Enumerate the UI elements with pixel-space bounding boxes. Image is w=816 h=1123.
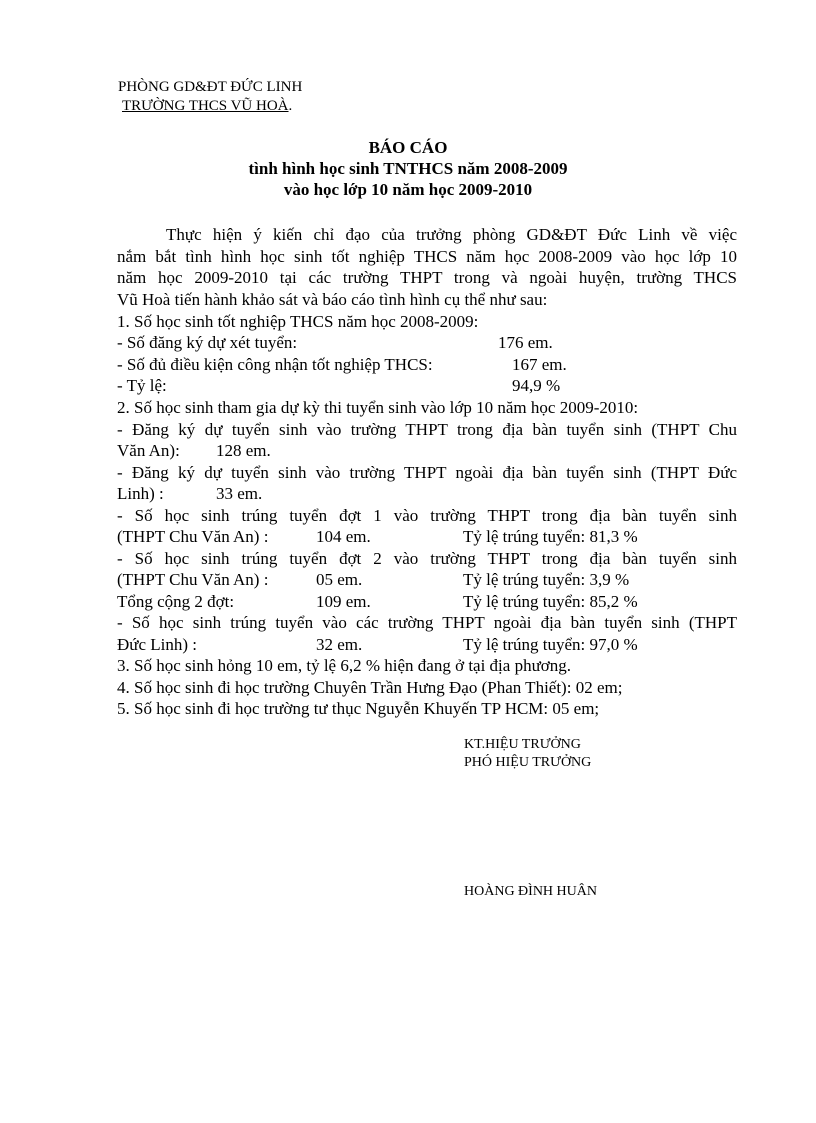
reg-in-line-1: - Đăng ký dự tuyển sinh vào trường THPT trong địa bàn tuyển sinh (THPT Chu — [117, 420, 737, 439]
report-subtitle-1: tình hình học sinh TNTHCS năm 2008-2009 — [248, 159, 568, 178]
reg-in-line-2: Văn An): — [117, 441, 180, 460]
round2-line-1: - Số học sinh trúng tuyển đợt 2 vào trường THPT trong địa bàn tuyển sinh — [117, 549, 737, 568]
reg-in-value: 128 em. — [216, 441, 271, 460]
signature-role-2: PHÓ HIỆU TRƯỞNG — [464, 755, 592, 770]
round1-line-1: - Số học sinh trúng tuyển đợt 1 vào trường THPT trong địa bàn tuyển sinh — [117, 506, 737, 525]
round1-rate: Tỷ lệ trúng tuyển: 81,3 % — [463, 527, 638, 546]
section-4: 4. Số học sinh đi học trường Chuyên Trần Hưng Đạo (Phan Thiết): 02 em; — [117, 678, 623, 697]
intro-line-4: Vũ Hoà tiến hành khảo sát và báo cáo tình hình cụ thể như sau: — [117, 290, 548, 309]
s1-row-value: 94,9 % — [512, 376, 561, 395]
reg-out-line-1: - Đăng ký dự tuyển sinh vào trường THPT ngoài địa bàn tuyển sinh (THPT Đức — [117, 463, 737, 482]
s1-row-label: - Số đăng ký dự xét tuyển: — [117, 333, 298, 352]
round2-rate: Tỷ lệ trúng tuyển: 3,9 % — [463, 570, 630, 589]
signature-role-1: KT.HIỆU TRƯỞNG — [464, 737, 581, 752]
reg-out-line-2: Linh) : — [117, 484, 164, 503]
section-1-heading: 1. Số học sinh tốt nghiệp THCS năm học 2008-2009: — [117, 312, 479, 331]
outside-rate: Tỷ lệ trúng tuyển: 97,0 % — [463, 635, 638, 654]
outside-line-2: Đức Linh) : — [117, 635, 198, 654]
outside-line-1: - Số học sinh trúng tuyển vào các trường THPT ngoài địa bàn tuyển sinh (THPT — [117, 613, 737, 632]
s1-row-label: - Tỷ lệ: — [117, 376, 167, 395]
school-name-text: TRƯỜNG THCS VŨ HOÀ — [122, 98, 289, 114]
school-name: TRƯỜNG THCS VŨ HOÀ. — [122, 98, 293, 114]
section-5: 5. Số học sinh đi học trường tư thục Nguyễn Khuyến TP HCM: 05 em; — [117, 699, 600, 718]
section-2-heading: 2. Số học sinh tham gia dự kỳ thi tuyển sinh vào lớp 10 năm học 2009-2010: — [117, 398, 639, 417]
total-rate: Tỷ lệ trúng tuyển: 85,2 % — [463, 592, 638, 611]
intro-line-2: nắm bắt tình hình học sinh tốt nghiệp THCS năm học 2008-2009 vào học lớp 10 — [117, 247, 737, 266]
round1-value: 104 em. — [316, 527, 371, 546]
round2-value: 05 em. — [316, 570, 363, 589]
round2-line-2: (THPT Chu Văn An) : — [117, 570, 269, 589]
outside-value: 32 em. — [316, 635, 363, 654]
section-3: 3. Số học sinh hỏng 10 em, tỷ lệ 6,2 % hiện đang ở tại địa phương. — [117, 656, 572, 675]
signature-name: HOÀNG ĐÌNH HUÂN — [464, 884, 597, 899]
s1-row-value: 167 em. — [512, 355, 567, 374]
department-name: PHÒNG GD&ĐT ĐỨC LINH — [118, 79, 303, 95]
intro-line-3: năm học 2009-2010 tại các trường THPT trong và ngoài huyện, trường THCS — [117, 268, 737, 287]
s1-row-label: - Số đủ điều kiện công nhận tốt nghiệp THCS: — [117, 355, 433, 374]
total-label: Tổng cộng 2 đợt: — [117, 592, 235, 611]
report-subtitle-2: vào học lớp 10 năm học 2009-2010 — [283, 180, 533, 199]
s1-row-value: 176 em. — [498, 333, 553, 352]
report-title: BÁO CÁO — [368, 138, 448, 157]
intro-line-1: Thực hiện ý kiến chỉ đạo của trưởng phòng GD&ĐT Đức Linh về việc — [166, 225, 737, 244]
total-value: 109 em. — [316, 592, 371, 611]
round1-line-2: (THPT Chu Văn An) : — [117, 527, 269, 546]
reg-out-value: 33 em. — [216, 484, 263, 503]
